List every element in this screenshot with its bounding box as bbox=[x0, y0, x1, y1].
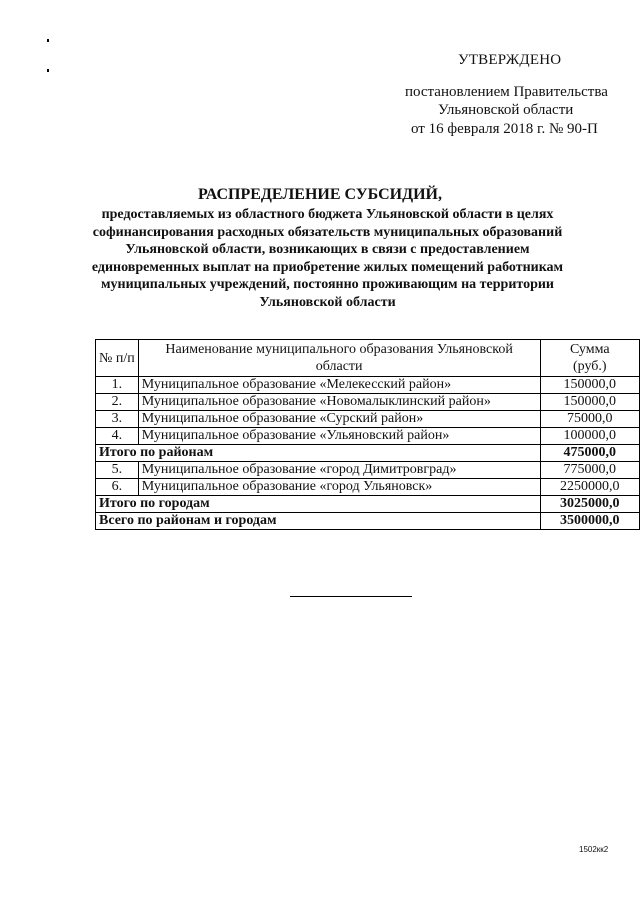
row-name: Муниципальное образование «Мелекесский район» bbox=[138, 377, 540, 394]
scan-mark-bottom bbox=[47, 69, 49, 72]
footer-code: 1502кк2 bbox=[579, 845, 609, 854]
row-num: 4. bbox=[96, 428, 139, 445]
table-row bbox=[96, 377, 640, 394]
subsidy-allocation-table bbox=[95, 339, 640, 530]
row-num: 6. bbox=[96, 479, 139, 496]
subtitle-line: Ульяновской области, возникающих в связи с предоставлением bbox=[125, 242, 530, 258]
subtitle-line: муниципальных учреждений, постоянно проживающим на территории bbox=[100, 277, 554, 293]
row-sum: 150000,0 bbox=[540, 377, 639, 394]
row-name: Муниципальное образование «Ульяновский район» bbox=[138, 428, 540, 445]
subtitle-line: софинансирования расходных обязательств муниципальных образований bbox=[92, 224, 563, 240]
grand-total-label: Всего по районам и городам bbox=[96, 513, 541, 530]
row-name: Муниципальное образование «город Ульяновск» bbox=[138, 479, 540, 496]
table-row bbox=[96, 411, 640, 428]
row-name: Муниципальное образование «город Димитровград» bbox=[138, 462, 540, 479]
table-grand-total-row bbox=[96, 513, 640, 530]
approval-line-1: постановлением Правительства bbox=[405, 84, 608, 100]
table-row bbox=[96, 394, 640, 411]
row-sum: 775000,0 bbox=[540, 462, 639, 479]
row-num: 1. bbox=[96, 377, 139, 394]
total-label: Итого по районам bbox=[96, 445, 541, 462]
table-total-row-cities bbox=[96, 496, 640, 513]
approval-line-3: от 16 февраля 2018 г. № 90-П bbox=[411, 121, 598, 137]
separator-line bbox=[290, 596, 412, 597]
table-header-row bbox=[96, 340, 640, 377]
approval-line-2: Ульяновской области bbox=[438, 102, 574, 118]
header-sum: Сумма (руб.) bbox=[540, 340, 639, 377]
total-sum: 3025000,0 bbox=[540, 496, 639, 513]
total-sum: 475000,0 bbox=[540, 445, 639, 462]
row-sum: 150000,0 bbox=[540, 394, 639, 411]
grand-total-sum: 3500000,0 bbox=[540, 513, 639, 530]
table-row bbox=[96, 428, 640, 445]
row-num: 5. bbox=[96, 462, 139, 479]
subtitle-line: предоставляемых из областного бюджета Ульяновской области в целях bbox=[101, 207, 554, 222]
total-label: Итого по городам bbox=[96, 496, 541, 513]
row-name: Муниципальное образование «Новомалыклинский район» bbox=[138, 394, 540, 411]
scan-mark-top bbox=[47, 39, 49, 42]
document-subtitle bbox=[50, 206, 605, 312]
row-num: 3. bbox=[96, 411, 139, 428]
approval-title: УТВЕРЖДЕНО bbox=[458, 52, 562, 68]
row-name: Муниципальное образование «Сурский район» bbox=[138, 411, 540, 428]
table-row bbox=[96, 479, 640, 496]
subtitle-line: единовременных выплат на приобретение жилых помещений работникам bbox=[91, 259, 564, 275]
table-total-row-districts bbox=[96, 445, 640, 462]
header-num: № п/п bbox=[96, 340, 139, 377]
subtitle-line: Ульяновской области bbox=[259, 294, 396, 310]
row-sum: 75000,0 bbox=[540, 411, 639, 428]
header-name: Наименование муниципального образования Ульяновской области bbox=[138, 340, 540, 377]
row-sum: 2250000,0 bbox=[540, 479, 639, 496]
row-num: 2. bbox=[96, 394, 139, 411]
row-sum: 100000,0 bbox=[540, 428, 639, 445]
table-row bbox=[96, 462, 640, 479]
document-title: РАСПРЕДЕЛЕНИЕ СУБСИДИЙ, bbox=[197, 186, 442, 203]
